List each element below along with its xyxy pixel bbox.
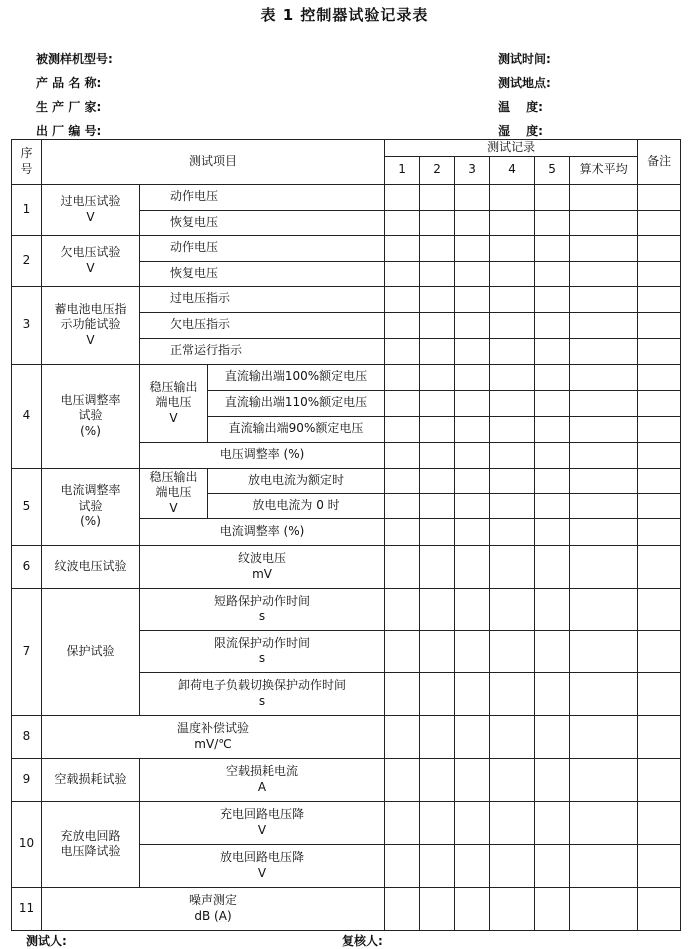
avg-cell[interactable]	[570, 672, 638, 715]
test-name: 保护试验	[42, 588, 140, 715]
remark-cell[interactable]	[638, 758, 681, 801]
sub-item: 过电压指示	[140, 286, 385, 312]
data-cell[interactable]	[420, 286, 455, 312]
seq-header: 序 号	[12, 140, 42, 185]
row-number: 10	[12, 801, 42, 887]
avg-cell[interactable]	[570, 261, 638, 286]
data-cell[interactable]	[385, 210, 420, 235]
test-name: 纹波电压试验	[42, 545, 140, 588]
data-cell[interactable]	[455, 518, 490, 545]
col-header-3: 3	[455, 156, 490, 184]
data-cell[interactable]	[535, 630, 570, 672]
remark-cell[interactable]	[638, 338, 681, 364]
sub-item: 直流输出端100%额定电压	[208, 364, 385, 390]
data-cell[interactable]	[420, 338, 455, 364]
remark-cell[interactable]	[638, 630, 681, 672]
avg-cell[interactable]	[570, 390, 638, 416]
data-cell[interactable]	[490, 416, 535, 442]
data-cell[interactable]	[490, 801, 535, 844]
data-cell[interactable]	[385, 493, 420, 518]
sub-item: 放电电流为 0 时	[208, 493, 385, 518]
data-cell[interactable]	[385, 338, 420, 364]
data-cell[interactable]	[420, 715, 455, 758]
remark-cell[interactable]	[638, 416, 681, 442]
data-cell[interactable]	[420, 493, 455, 518]
humidity-label: 湿 度:	[498, 124, 543, 138]
sub-item: 短路保护动作时间 s	[140, 588, 385, 630]
temperature-label: 温 度:	[498, 100, 543, 114]
data-cell[interactable]	[535, 235, 570, 261]
table-row	[12, 801, 681, 844]
data-cell[interactable]	[535, 364, 570, 390]
remark-cell[interactable]	[638, 588, 681, 630]
data-cell[interactable]	[420, 312, 455, 338]
col-header-5: 5	[535, 156, 570, 184]
data-cell[interactable]	[535, 545, 570, 588]
avg-cell[interactable]	[570, 518, 638, 545]
avg-cell[interactable]	[570, 364, 638, 390]
remark-cell[interactable]	[638, 801, 681, 844]
avg-cell[interactable]	[570, 630, 638, 672]
data-cell[interactable]	[490, 715, 535, 758]
data-cell[interactable]	[535, 844, 570, 887]
data-cell[interactable]	[455, 887, 490, 930]
data-cell[interactable]	[455, 364, 490, 390]
row-number: 4	[12, 364, 42, 468]
row-number: 7	[12, 588, 42, 715]
data-cell[interactable]	[455, 286, 490, 312]
avg-header: 算术平均	[570, 156, 638, 184]
avg-cell[interactable]	[570, 338, 638, 364]
data-cell[interactable]	[535, 715, 570, 758]
data-cell[interactable]	[490, 545, 535, 588]
data-cell[interactable]	[535, 493, 570, 518]
col-header-4: 4	[490, 156, 535, 184]
sub-item: 动作电压	[140, 184, 385, 210]
data-cell[interactable]	[385, 442, 420, 468]
data-cell[interactable]	[385, 312, 420, 338]
product-name-label: 产 品 名 称:	[36, 76, 102, 90]
sub-item-total: 电压调整率 (%)	[140, 442, 385, 468]
data-cell[interactable]	[420, 235, 455, 261]
data-cell[interactable]	[535, 390, 570, 416]
col-header-1: 1	[385, 156, 420, 184]
data-cell[interactable]	[455, 715, 490, 758]
test-name: 空载损耗试验	[42, 758, 140, 801]
table-row	[12, 235, 681, 261]
data-cell[interactable]	[420, 518, 455, 545]
remark-cell[interactable]	[638, 887, 681, 930]
data-cell[interactable]	[385, 518, 420, 545]
row-number: 8	[12, 715, 42, 758]
data-cell[interactable]	[385, 887, 420, 930]
data-cell[interactable]	[455, 801, 490, 844]
table-row	[12, 758, 681, 801]
sub-item: 纹波电压 mV	[140, 545, 385, 588]
row-number: 1	[12, 184, 42, 235]
data-cell[interactable]	[385, 630, 420, 672]
data-cell[interactable]	[385, 235, 420, 261]
data-cell[interactable]	[535, 887, 570, 930]
data-cell[interactable]	[490, 235, 535, 261]
item-header: 测试项目	[42, 140, 385, 185]
data-cell[interactable]	[420, 390, 455, 416]
data-cell[interactable]	[455, 630, 490, 672]
data-cell[interactable]	[535, 261, 570, 286]
data-cell[interactable]	[385, 715, 420, 758]
sub-item: 空载损耗电流 A	[140, 758, 385, 801]
data-cell[interactable]	[385, 545, 420, 588]
avg-cell[interactable]	[570, 442, 638, 468]
sub-group: 稳压输出 端电压 V	[140, 364, 208, 442]
data-cell[interactable]	[455, 390, 490, 416]
data-cell[interactable]	[420, 261, 455, 286]
test-name: 欠电压试验 V	[42, 235, 140, 286]
data-cell[interactable]	[455, 338, 490, 364]
remark-cell[interactable]	[638, 442, 681, 468]
data-cell[interactable]	[455, 588, 490, 630]
row-number: 11	[12, 887, 42, 930]
sub-item: 恢复电压	[140, 210, 385, 235]
sub-item-total: 电流调整率 (%)	[140, 518, 385, 545]
model-label: 被测样机型号:	[36, 52, 113, 66]
test-place-label: 测试地点:	[498, 76, 551, 90]
data-cell[interactable]	[385, 286, 420, 312]
sub-item: 正常运行指示	[140, 338, 385, 364]
table-title: 表 1 控制器试验记录表	[260, 6, 429, 24]
record-header: 测试记录	[385, 140, 638, 157]
record-table	[11, 139, 681, 931]
data-cell[interactable]	[420, 442, 455, 468]
data-cell[interactable]	[420, 588, 455, 630]
data-cell[interactable]	[490, 588, 535, 630]
data-cell[interactable]	[535, 672, 570, 715]
sub-item: 动作电压	[140, 235, 385, 261]
table-row	[12, 364, 681, 390]
remark-cell[interactable]	[638, 184, 681, 210]
data-cell[interactable]	[535, 210, 570, 235]
data-cell[interactable]	[490, 844, 535, 887]
data-cell[interactable]	[490, 758, 535, 801]
avg-cell[interactable]	[570, 468, 638, 493]
avg-cell[interactable]	[570, 758, 638, 801]
data-cell[interactable]	[490, 210, 535, 235]
data-cell[interactable]	[490, 887, 535, 930]
data-cell[interactable]	[455, 545, 490, 588]
remark-cell[interactable]	[638, 844, 681, 887]
data-cell[interactable]	[490, 286, 535, 312]
remark-cell[interactable]	[638, 493, 681, 518]
data-cell[interactable]	[385, 672, 420, 715]
row-number: 3	[12, 286, 42, 364]
data-cell[interactable]	[490, 493, 535, 518]
data-cell[interactable]	[535, 442, 570, 468]
data-cell[interactable]	[490, 468, 535, 493]
remark-cell[interactable]	[638, 286, 681, 312]
remark-cell[interactable]	[638, 518, 681, 545]
sub-item: 恢复电压	[140, 261, 385, 286]
test-name: 蓄电池电压指 示功能试验 V	[42, 286, 140, 364]
avg-cell[interactable]	[570, 312, 638, 338]
sub-item: 放电回路电压降 V	[140, 844, 385, 887]
data-cell[interactable]	[420, 887, 455, 930]
data-cell[interactable]	[535, 338, 570, 364]
data-cell[interactable]	[455, 235, 490, 261]
avg-cell[interactable]	[570, 210, 638, 235]
avg-cell[interactable]	[570, 715, 638, 758]
data-cell[interactable]	[490, 672, 535, 715]
remark-cell[interactable]	[638, 545, 681, 588]
data-cell[interactable]	[490, 442, 535, 468]
row-number: 5	[12, 468, 42, 545]
data-cell[interactable]	[420, 468, 455, 493]
table-row	[12, 184, 681, 210]
data-cell[interactable]	[420, 630, 455, 672]
data-cell[interactable]	[455, 184, 490, 210]
data-cell[interactable]	[455, 493, 490, 518]
tester-label: 测试人:	[26, 934, 67, 948]
sub-item: 放电电流为额定时	[208, 468, 385, 493]
avg-cell[interactable]	[570, 235, 638, 261]
data-cell[interactable]	[535, 758, 570, 801]
data-cell[interactable]	[420, 672, 455, 715]
data-cell[interactable]	[455, 758, 490, 801]
data-cell[interactable]	[535, 588, 570, 630]
table-row	[12, 286, 681, 312]
avg-cell[interactable]	[570, 545, 638, 588]
table-row	[12, 715, 681, 758]
data-cell[interactable]	[420, 364, 455, 390]
sub-item: 限流保护动作时间 s	[140, 630, 385, 672]
data-cell[interactable]	[385, 468, 420, 493]
data-cell[interactable]	[490, 518, 535, 545]
data-cell[interactable]	[385, 390, 420, 416]
remark-header: 备注	[638, 140, 681, 185]
test-time-label: 测试时间:	[498, 52, 551, 66]
data-cell[interactable]	[385, 844, 420, 887]
test-name: 电流调整率 试验 (%)	[42, 468, 140, 545]
data-cell[interactable]	[535, 312, 570, 338]
header-row	[12, 140, 681, 157]
col-header-2: 2	[420, 156, 455, 184]
data-cell[interactable]	[535, 801, 570, 844]
avg-cell[interactable]	[570, 588, 638, 630]
avg-cell[interactable]	[570, 801, 638, 844]
remark-cell[interactable]	[638, 235, 681, 261]
data-cell[interactable]	[490, 338, 535, 364]
avg-cell[interactable]	[570, 887, 638, 930]
avg-cell[interactable]	[570, 286, 638, 312]
test-name: 过电压试验 V	[42, 184, 140, 235]
data-cell[interactable]	[455, 416, 490, 442]
data-cell[interactable]	[385, 588, 420, 630]
table-row	[12, 468, 681, 493]
remark-cell[interactable]	[638, 312, 681, 338]
remark-cell[interactable]	[638, 672, 681, 715]
data-cell[interactable]	[420, 210, 455, 235]
serial-number-label: 出 厂 编 号:	[36, 124, 102, 138]
remark-cell[interactable]	[638, 390, 681, 416]
row-number: 2	[12, 235, 42, 286]
data-cell[interactable]	[420, 416, 455, 442]
data-cell[interactable]	[490, 184, 535, 210]
avg-cell[interactable]	[570, 184, 638, 210]
table-row	[12, 545, 681, 588]
data-cell[interactable]	[535, 416, 570, 442]
row-number: 6	[12, 545, 42, 588]
data-cell[interactable]	[420, 545, 455, 588]
data-cell[interactable]	[455, 844, 490, 887]
remark-cell[interactable]	[638, 364, 681, 390]
sub-item: 欠电压指示	[140, 312, 385, 338]
avg-cell[interactable]	[570, 493, 638, 518]
data-cell[interactable]	[535, 518, 570, 545]
data-cell[interactable]	[455, 468, 490, 493]
sub-group: 稳压输出 端电压 V	[140, 468, 208, 518]
test-name: 温度补偿试验 mV/℃	[42, 715, 385, 758]
data-cell[interactable]	[535, 468, 570, 493]
data-cell[interactable]	[385, 184, 420, 210]
row-number: 9	[12, 758, 42, 801]
sub-item: 充电回路电压降 V	[140, 801, 385, 844]
data-cell[interactable]	[385, 801, 420, 844]
data-cell[interactable]	[420, 801, 455, 844]
data-cell[interactable]	[455, 210, 490, 235]
data-cell[interactable]	[385, 364, 420, 390]
avg-cell[interactable]	[570, 416, 638, 442]
sub-item: 直流输出端110%额定电压	[208, 390, 385, 416]
data-cell[interactable]	[490, 312, 535, 338]
test-name: 电压调整率 试验 (%)	[42, 364, 140, 468]
data-cell[interactable]	[385, 261, 420, 286]
data-cell[interactable]	[490, 261, 535, 286]
remark-cell[interactable]	[638, 715, 681, 758]
data-cell[interactable]	[385, 416, 420, 442]
data-cell[interactable]	[455, 312, 490, 338]
manufacturer-label: 生 产 厂 家:	[36, 100, 102, 114]
data-cell[interactable]	[420, 184, 455, 210]
data-cell[interactable]	[420, 758, 455, 801]
data-cell[interactable]	[535, 184, 570, 210]
test-name: 充放电回路 电压降试验	[42, 801, 140, 887]
test-name: 噪声测定 dB (A)	[42, 887, 385, 930]
avg-cell[interactable]	[570, 844, 638, 887]
data-cell[interactable]	[535, 286, 570, 312]
table-row	[12, 887, 681, 930]
data-cell[interactable]	[420, 844, 455, 887]
data-cell[interactable]	[455, 261, 490, 286]
sub-item: 卸荷电子负载切换保护动作时间 s	[140, 672, 385, 715]
data-cell[interactable]	[385, 758, 420, 801]
reviewer-label: 复核人:	[342, 934, 383, 948]
remark-cell[interactable]	[638, 468, 681, 493]
data-cell[interactable]	[455, 672, 490, 715]
table-row	[12, 588, 681, 630]
data-cell[interactable]	[490, 364, 535, 390]
remark-cell[interactable]	[638, 210, 681, 235]
remark-cell[interactable]	[638, 261, 681, 286]
data-cell[interactable]	[455, 442, 490, 468]
sub-item: 直流输出端90%额定电压	[208, 416, 385, 442]
data-cell[interactable]	[490, 630, 535, 672]
data-cell[interactable]	[490, 390, 535, 416]
